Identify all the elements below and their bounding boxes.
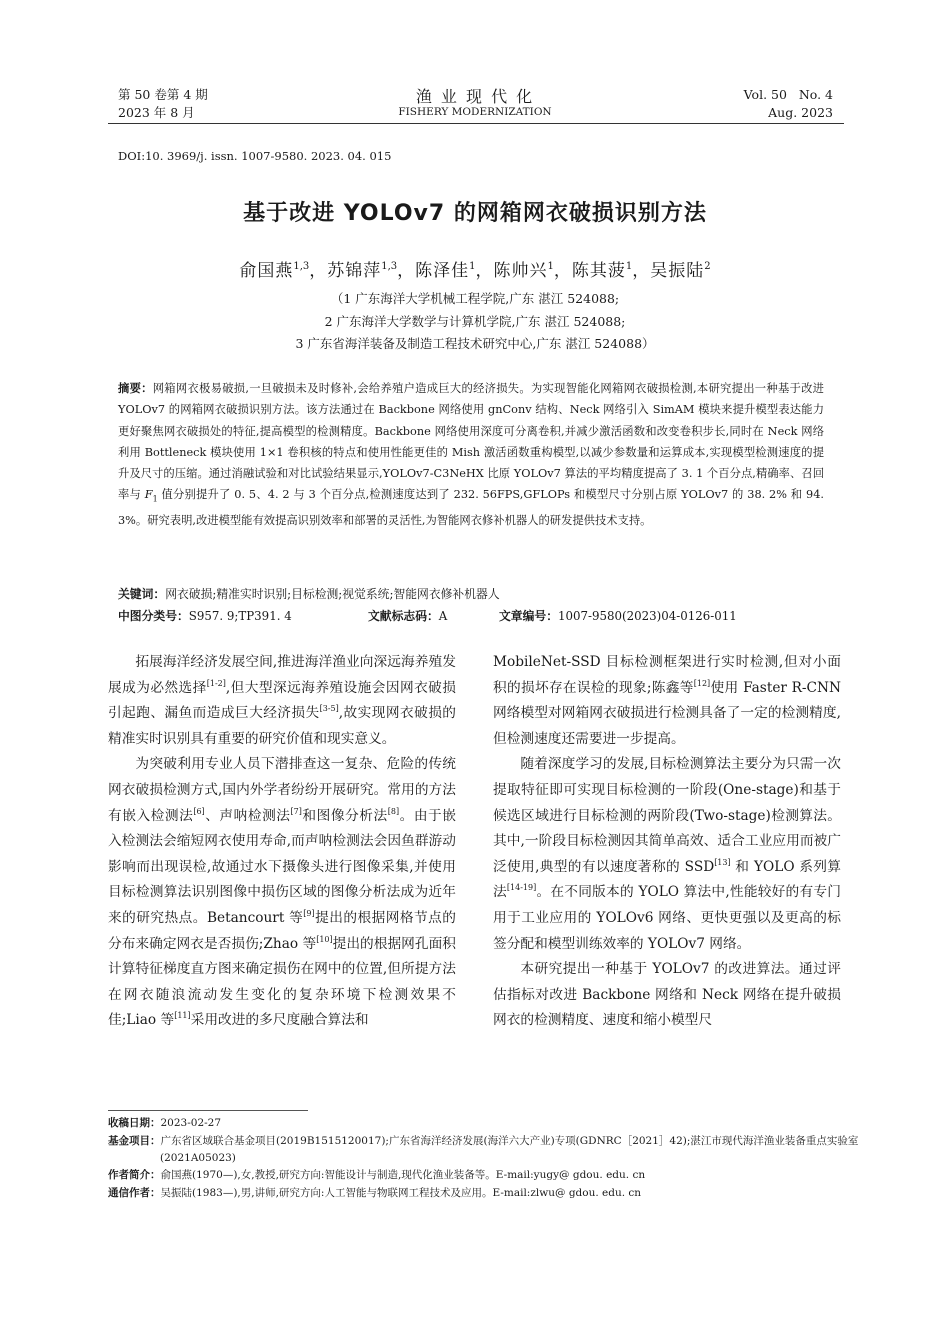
author-separator: ， (632, 261, 651, 281)
body-paragraph (493, 957, 841, 1034)
footnote-label: 作者简介： (108, 1169, 161, 1181)
journal-name-en: FISHERY MODERNIZATION (398, 106, 552, 118)
citation: [13] (714, 857, 731, 867)
footnote (108, 1133, 896, 1166)
author-affiliation-mark: 1 (547, 261, 554, 272)
citation: [12] (693, 678, 711, 688)
author-affiliation-mark: 1,3 (293, 261, 310, 272)
author-separator: ， (553, 261, 572, 281)
affiliation-2: 2 广东海洋大学数学与计算机学院,广东 湛江 524088; (324, 314, 626, 329)
keywords (118, 585, 500, 602)
paragraph-text: 采用改进的多尺度融合算法和 (190, 1012, 369, 1029)
affiliation-1: （1 广东海洋大学机械工程学院,广东 湛江 524088; (330, 291, 620, 306)
author-separator: ， (397, 261, 416, 281)
article-number (499, 607, 737, 624)
paragraph-text: ,故实现网衣破损的精准实时识别具有重要的研究价值和现实意义。 (108, 705, 456, 747)
paper-title: 基于改进 YOLOv7 的网箱网衣破损识别方法 (243, 201, 707, 226)
body-paragraph (108, 752, 456, 1034)
doc-code-value: A (438, 609, 448, 623)
author-name: 俞国燕 (239, 261, 294, 281)
citation: [6] (193, 806, 205, 816)
article-no-value: 1007-9580(2023)04-0126-011 (558, 609, 737, 623)
citation: [7] (290, 806, 302, 816)
f1-subscript: 1 (152, 494, 158, 504)
paragraph-text: 和图像分析法 (301, 807, 388, 824)
author-separator: ， (475, 261, 494, 281)
footnote (108, 1185, 896, 1202)
body-paragraph (108, 650, 456, 752)
footnote (108, 1115, 896, 1132)
paragraph-text: 为突破利用专业人员下潜排查这一复杂、危险的传统网衣破损检测方式,国内外学者纷纷开展研究。常用的方法有嵌入检测法 (108, 756, 456, 824)
document-code (368, 607, 447, 624)
footnote-text: 广东省区域联合基金项目(2019B1515120017);广东省海洋经济发展(海洋六大产业)专项(GDNRC［2021］42);湛江市现代海洋渔业装备重点实验室(2021A05023) (160, 1135, 859, 1164)
body-right-column (493, 650, 841, 1034)
footnote-label: 通信作者： (108, 1187, 161, 1199)
paragraph-text: 。在不同版本的 YOLO 算法中,性能较好的有专门用于工业应用的 YOLOv6 网络、更快更强以及更高的标签分配和模型训练效率的 YOLOv7 网络。 (493, 884, 841, 952)
volume-issue-cn: 第 50 卷第 4 期 (118, 87, 208, 102)
citation: [1-2] (206, 678, 226, 688)
footnote (108, 1167, 896, 1184)
classification-value: S957. 9;TP391. 4 (188, 609, 292, 623)
classification-label: 中图分类号： (118, 609, 189, 623)
paragraph-text: 使用 Faster R-CNN 网络模型对网箱网衣破损进行检测具备了一定的检测精度,但检测速度还需要进一步提高。 (493, 679, 841, 747)
body-left-column (108, 650, 456, 1034)
paragraph-text: MobileNet-SSD 目标检测框架进行实时检测,但对小面积的损坏存在误检的现象;陈鑫等 (493, 654, 841, 696)
citation: [3-5] (319, 704, 339, 714)
date-en: Aug. 2023 (768, 105, 833, 120)
volume-issue-en: Vol. 50 No. 4 (743, 87, 833, 102)
doi: DOI:10. 3969/j. issn. 1007-9580. 2023. 04. 015 (118, 149, 392, 163)
body-paragraph (493, 752, 841, 957)
affiliation-3: 3 广东省海洋装备及制造工程技术研究中心,广东 湛江 524088） (295, 336, 655, 351)
abstract-text-1: 网箱网衣极易破损,一旦破损未及时修补,会给养殖户造成巨大的经济损失。为实现智能化网箱网衣破损检测,本研究提出一种基于改进 YOLOv7 的网箱网衣破损识别方法。该方法通过在 Backbone 网络使用 gnConv 结构、Neck 网络引入 SimAM 模块来提升模型表达能力更好聚焦网衣破损处的特征,提高模型的检测精度。Backbone 网络使用深度可分离卷积,并减少激活函数和改变卷积步长,同时在 Neck 网络利用 Bottleneck 模块使用 1×1 卷积核的特点和使用性能更佳的 Mish 激活函数重构模型,以减少参数量和运算成本,实现模型检测速度的提升及尺寸的压缩。通过消融试验和对比试验结果显示,YOLOv7-C3NeHX 比原 YOLOv7 算法的平均精度提高了 3. 1 个百分点,精确率、召回率与 (118, 382, 824, 502)
keywords-label: 关键词： (118, 587, 166, 601)
paragraph-text: 和 YOLO 系列算法 (493, 858, 841, 901)
paragraph-text: 提出的根据网格节点的分布来确定网衣是否损伤;Zhao 等 (108, 909, 456, 952)
abstract (118, 378, 824, 531)
citation: [10] (316, 934, 333, 944)
footnote-rule (108, 1110, 308, 1111)
paragraph-text: 、声呐检测法 (204, 807, 291, 824)
date-cn: 2023 年 8 月 (118, 105, 195, 120)
author-affiliation-mark: 2 (704, 261, 711, 272)
paragraph-text: 。由于嵌入检测法会缩短网衣使用寿命,而声呐检测法会因鱼群游动影响而出现误检,故通过水下摄像头进行图像采集,并使用目标检测算法识别图像中损伤区域的图像分析法成为近年来的研究热点。Betancourt 等 (108, 807, 456, 926)
f1-symbol: F (144, 488, 153, 502)
citation: [9] (303, 908, 315, 918)
author-affiliation-mark: 1,3 (381, 261, 398, 272)
author-name: 陈泽佳 (415, 261, 470, 281)
author-name: 陈其菠 (571, 261, 626, 281)
doc-code-label: 文献标志码： (368, 609, 439, 623)
header-rule (108, 123, 844, 124)
footnote-text: 俞国燕(1970—),女,教授,研究方向:智能设计与制造,现代化渔业装备等。E-mail:yugy@ gdou. edu. cn (160, 1169, 646, 1181)
journal-name-cn: 渔 业 现 代 化 (415, 87, 535, 106)
footnote-text: 吴振陆(1983—),男,讲师,研究方向:人工智能与物联网工程技术及应用。E-mail:zlwu@ gdou. edu. cn (160, 1187, 642, 1199)
citation: [14-19] (506, 883, 537, 893)
footnote-label: 收稿日期： (108, 1117, 161, 1129)
citation: [8] (387, 806, 400, 816)
paragraph-text: 随着深度学习的发展,目标检测算法主要分为只需一次提取特征即可实现目标检测的一阶段(One-stage)和基于候选区域进行目标检测的两阶段(Two-stage)检测算法。其中,一阶段目标检测因其简单高效、适合工业应用而被广泛使用,典型的有以速度著称的 SSD (493, 756, 841, 875)
author-affiliation-mark: 1 (469, 261, 476, 272)
paragraph-text: 本研究提出一种基于 YOLOv7 的改进算法。通过评估指标对改进 Backbone 网络和 Neck 网络在提升破损网衣的检测精度、速度和缩小模型尺 (493, 961, 841, 1029)
classification (118, 607, 292, 624)
keywords-text: 网衣破损;精准实时识别;目标检测;视觉系统;智能网衣修补机器人 (165, 587, 500, 601)
footnote-text: 2023-02-27 (160, 1117, 222, 1129)
footnote-label: 基金项目： (108, 1135, 161, 1147)
author-affiliation-mark: 1 (625, 261, 633, 272)
body-paragraph (493, 650, 841, 752)
author-name: 苏锦萍 (327, 261, 382, 281)
abstract-label: 摘要： (118, 382, 153, 395)
citation: [11] (174, 1011, 191, 1021)
article-no-label: 文章编号： (499, 609, 558, 623)
paragraph-text: 拓展海洋经济发展空间,推进海洋渔业向深远海养殖发展成为必然选择 (108, 654, 456, 696)
abstract-text-2: 值分别提升了 0. 5、4. 2 与 3 个百分点,检测速度达到了 232. 56FPS,GFLOPs 和模型尺寸分别占原 YOLOv7 的 38. 2% 和 94. 3%。研究表明,改进模型能有效提高识别效率和部署的灵活性,为智能网衣修补机器人的研发提供技术支持。 (118, 488, 824, 528)
paragraph-text: ,但大型深远海养殖设施会因网衣破损引起跑、漏鱼而造成巨大经济损失 (108, 679, 456, 722)
author-separator: ， (309, 261, 328, 281)
paragraph-text: 提出的根据网孔面积计算特征梯度直方图来确定损伤在网中的位置,但所提方法在网衣随浪流动发生变化的复杂环境下检测效果不佳;Liao 等 (108, 935, 456, 1029)
author-name: 陈帅兴 (493, 261, 548, 281)
author-name: 吴振陆 (650, 261, 705, 281)
author-list (0, 256, 950, 281)
